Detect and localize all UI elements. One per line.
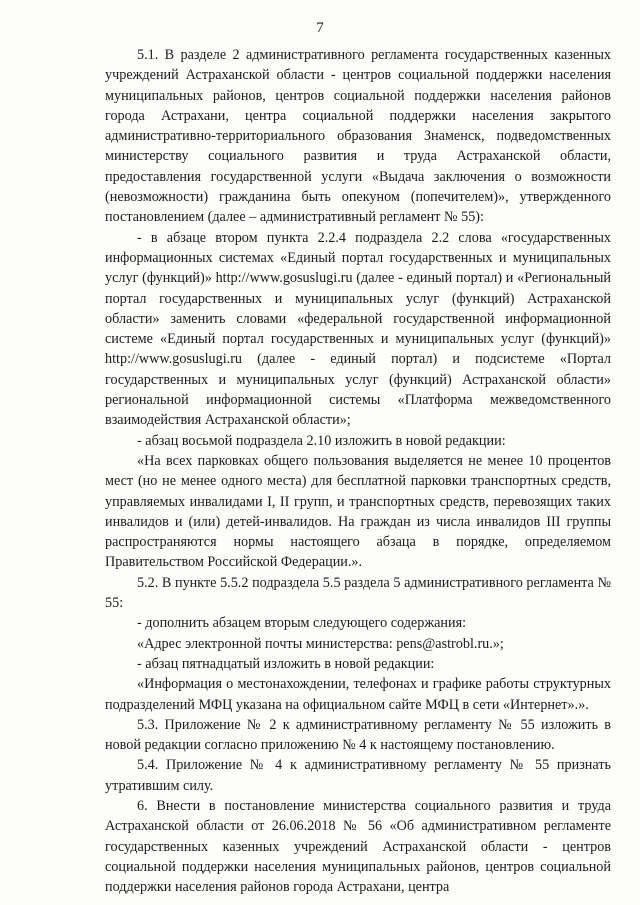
paragraph-5-1: 5.1. В разделе 2 административного регламента государственных казенных учреждений Астраханской области - центров социальной поддержки населения муниципальных районов, центров социальной поддержки населения районов города Астрахани, центра социальной поддержки населения закрытого административно-территориального образования Знаменск, подведомственных министерству социального развития и труда Астраханской области, предоставления государственной услуги «Выдача заключения о возможности (невозможности) гражданина быть опекуном (попечителем)», утвержденного постановлением (далее – административный регламент № 55): [105, 47, 611, 226]
paragraph-add-second: - дополнить абзацем вторым следующего содержания: [137, 615, 467, 632]
document-body [105, 45, 611, 897]
paragraph-5-3: 5.3. Приложение № 2 к административному регламенту № 55 изложить в новой редакции согласно приложению № 4 к настоящему постановлению. [105, 716, 611, 754]
paragraph-mfc-info: «Информация о местонахождении, телефонах и графике работы структурных подразделений МФЦ указана на официальном сайте МФЦ в сети «Интернет».». [105, 676, 611, 713]
paragraph-email: «Адрес электронной почты министерства: pens@astrobl.ru.»; [137, 635, 504, 652]
paragraph-5-2: 5.2. В пункте 5.5.2 подраздела 5.5 раздела 5 административного регламента № 55: [105, 574, 611, 612]
paragraph-amend-2-2-4: - в абзаце втором пункта 2.2.4 подраздела 2.2 слова «государственных информационных системах «Единый портал государственных и муниципальных услуг (функций)» http://www.gosuslugi.ru (далее - единый портал) и «Региональный портал государственных и муниципальных услуг (функций) Астраханской области» заменить словами «федеральной государственной информационной системе «Единый портал государственных и муниципальных услуг (функций)» http://www.gosuslugi.ru (далее - единый портал) и подсистеме «Портал государственных и муниципальных услуг (функций) Астраханской области» региональной информационной системы «Платформа межведомственного взаимодействия Астраханской области»; [105, 229, 611, 429]
paragraph-amend-fifteenth: - абзац пятнадцатый изложить в новой редакции: [137, 655, 435, 672]
paragraph-6: 6. Внести в постановление министерства социального развития и труда Астраханской области от 26.06.2018 № 56 «Об административном регламенте государственных казенных учреждений Астраханской области - центров социальной поддержки населения муниципальных районов, центров социальной поддержки населения районов города Астрахани, центра [105, 797, 611, 896]
paragraph-parking-text: «На всех парковках общего пользования выделяется не менее 10 процентов мест (но не менее одного места) для бесплатной парковки транспортных средств, управляемых инвалидами I, II групп, и транспортных средств, перевозящих таких инвалидов и (или) детей-инвалидов. На граждан из числа инвалидов III группы распространяются нормы настоящего абзаца в порядке, определяемом Правительством Российской Федерации.». [105, 452, 611, 571]
page-number: 7 [316, 20, 324, 36]
paragraph-amend-2-10: - абзац восьмой подраздела 2.10 изложить в новой редакции: [137, 432, 506, 449]
paragraph-5-4: 5.4. Приложение № 4 к административному регламенту № 55 признать утратившим силу. [105, 757, 611, 794]
